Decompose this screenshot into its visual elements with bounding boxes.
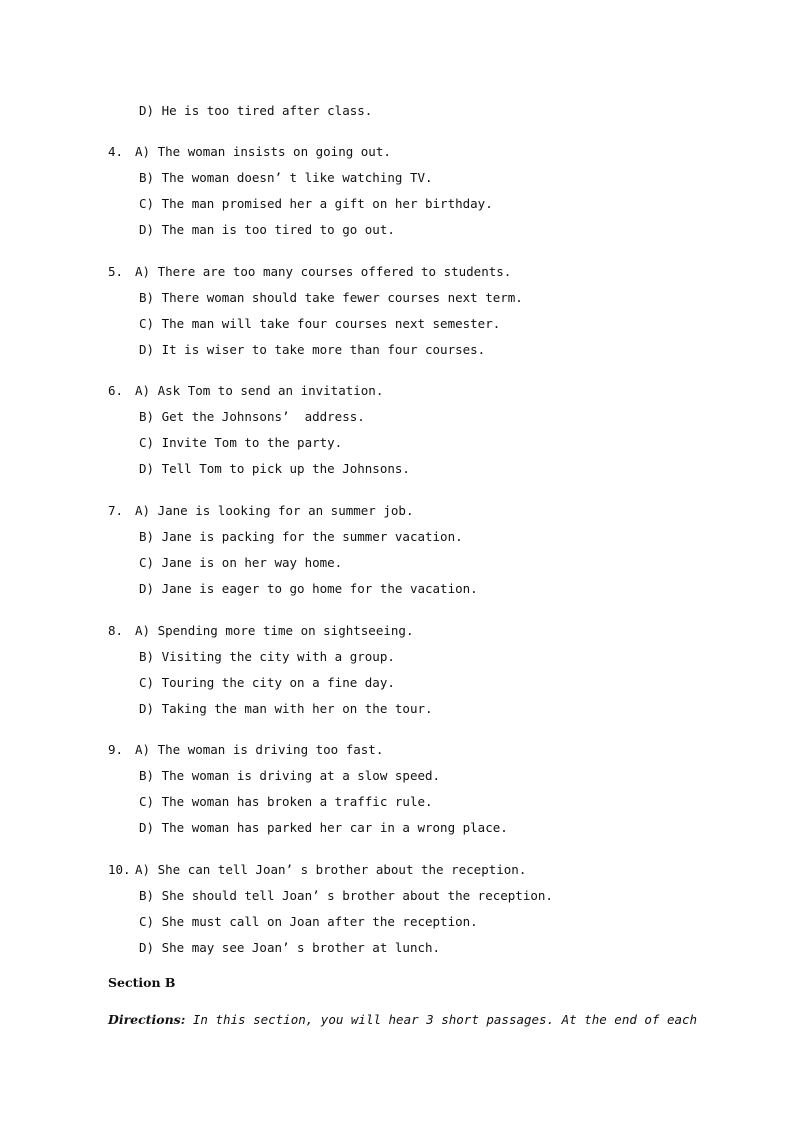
answer-option — [139, 940, 440, 956]
answer-option — [139, 820, 508, 836]
answer-option — [139, 794, 433, 810]
answer-option — [139, 768, 440, 784]
answer-option — [139, 196, 493, 212]
answer-option — [135, 144, 391, 160]
answer-option — [135, 264, 511, 280]
option-text: Get the Johnsons’ address. — [161, 409, 365, 424]
option-text: The woman doesn’ t like watching TV. — [161, 170, 433, 185]
option-text: She must call on Joan after the reception. — [161, 914, 478, 929]
option-text: Touring the city on a fine day. — [161, 675, 395, 690]
option-letter: D) — [139, 581, 155, 596]
option-text: The man is too tired to go out. — [161, 222, 395, 237]
option-text: She can tell Joan’ s brother about the reception. — [157, 862, 527, 877]
option-letter: B) — [139, 649, 155, 664]
option-letter: A) — [135, 503, 151, 518]
option-text: The woman is driving too fast. — [157, 742, 384, 757]
answer-option — [139, 701, 433, 717]
option-letter: A) — [135, 742, 151, 757]
option-letter: D) — [139, 940, 155, 955]
answer-option — [139, 170, 433, 186]
question-number: 7. — [108, 503, 124, 518]
option-text: The man promised her a gift on her birthday. — [161, 196, 493, 211]
option-letter: C) — [139, 435, 155, 450]
option-letter: D) — [139, 222, 155, 237]
option-letter: C) — [139, 794, 155, 809]
option-letter: B) — [139, 409, 155, 424]
option-letter: C) — [139, 316, 155, 331]
answer-option — [139, 529, 463, 545]
question-number: 5. — [108, 264, 124, 279]
option-text: The woman is driving at a slow speed. — [161, 768, 441, 783]
option-letter: A) — [135, 144, 151, 159]
answer-option — [139, 675, 395, 691]
answer-option — [139, 316, 500, 332]
answer-option — [139, 555, 342, 571]
question-number: 4. — [108, 144, 124, 159]
question-number: 9. — [108, 742, 124, 757]
answer-option — [135, 383, 383, 399]
option-letter: C) — [139, 555, 155, 570]
option-text: Jane is looking for an summer job. — [157, 503, 414, 518]
option-letter: B) — [139, 170, 155, 185]
answer-option — [135, 742, 383, 758]
answer-option — [139, 222, 395, 238]
answer-option — [139, 914, 478, 930]
option-letter: B) — [139, 768, 155, 783]
directions-paragraph — [108, 1012, 697, 1027]
option-text: She may see Joan’ s brother at lunch. — [161, 940, 441, 955]
option-text: Taking the man with her on the tour. — [161, 701, 433, 716]
option-letter: B) — [139, 290, 155, 305]
answer-option — [139, 290, 523, 306]
option-text: The woman has broken a traffic rule. — [161, 794, 433, 809]
option-text: Jane is on her way home. — [161, 555, 343, 570]
option-letter: C) — [139, 675, 155, 690]
option-letter: A) — [135, 862, 151, 877]
option-text: Jane is packing for the summer vacation. — [161, 529, 463, 544]
option-letter: B) — [139, 888, 155, 903]
option-text: Ask Tom to send an invitation. — [157, 383, 384, 398]
answer-option — [139, 888, 553, 904]
option-text: The woman has parked her car in a wrong place. — [161, 820, 508, 835]
option-text: She should tell Joan’ s brother about the reception. — [161, 888, 553, 903]
option-letter: B) — [139, 529, 155, 544]
answer-option — [139, 342, 485, 358]
option-letter: A) — [135, 623, 151, 638]
directions-text: In this section, you will hear 3 short passages. At the end of each — [185, 1012, 698, 1027]
answer-option — [135, 623, 413, 639]
answer-option — [135, 503, 413, 519]
option-letter: A) — [135, 264, 151, 279]
option-letter: D) — [139, 701, 155, 716]
option-text: There woman should take fewer courses next term. — [161, 290, 523, 305]
option-letter: D) — [139, 342, 155, 357]
answer-option — [139, 409, 365, 425]
section-title: Section B — [108, 975, 176, 990]
option-text: The man will take four courses next semester. — [161, 316, 501, 331]
option-text: The woman insists on going out. — [157, 144, 391, 159]
answer-option — [139, 461, 410, 477]
option-text: Visiting the city with a group. — [161, 649, 395, 664]
answer-option — [135, 862, 526, 878]
option-letter: D) — [139, 103, 155, 118]
option-text: It is wiser to take more than four courses. — [161, 342, 486, 357]
answer-option — [139, 435, 342, 451]
answer-option — [139, 581, 478, 597]
question-number: 10. — [108, 862, 131, 877]
option-text: He is too tired after class. — [161, 103, 373, 118]
option-letter: C) — [139, 914, 155, 929]
answer-option — [139, 649, 395, 665]
option-letter: A) — [135, 383, 151, 398]
option-letter: D) — [139, 820, 155, 835]
option-text: Invite Tom to the party. — [161, 435, 343, 450]
option-text: Jane is eager to go home for the vacation. — [161, 581, 478, 596]
option-text: Tell Tom to pick up the Johnsons. — [161, 461, 410, 476]
question-number: 6. — [108, 383, 124, 398]
directions-label: Directions: — [108, 1012, 186, 1027]
option-text: There are too many courses offered to students. — [157, 264, 512, 279]
option-letter: D) — [139, 461, 155, 476]
option-letter: C) — [139, 196, 155, 211]
answer-option — [139, 103, 372, 119]
question-number: 8. — [108, 623, 124, 638]
option-text: Spending more time on sightseeing. — [157, 623, 414, 638]
